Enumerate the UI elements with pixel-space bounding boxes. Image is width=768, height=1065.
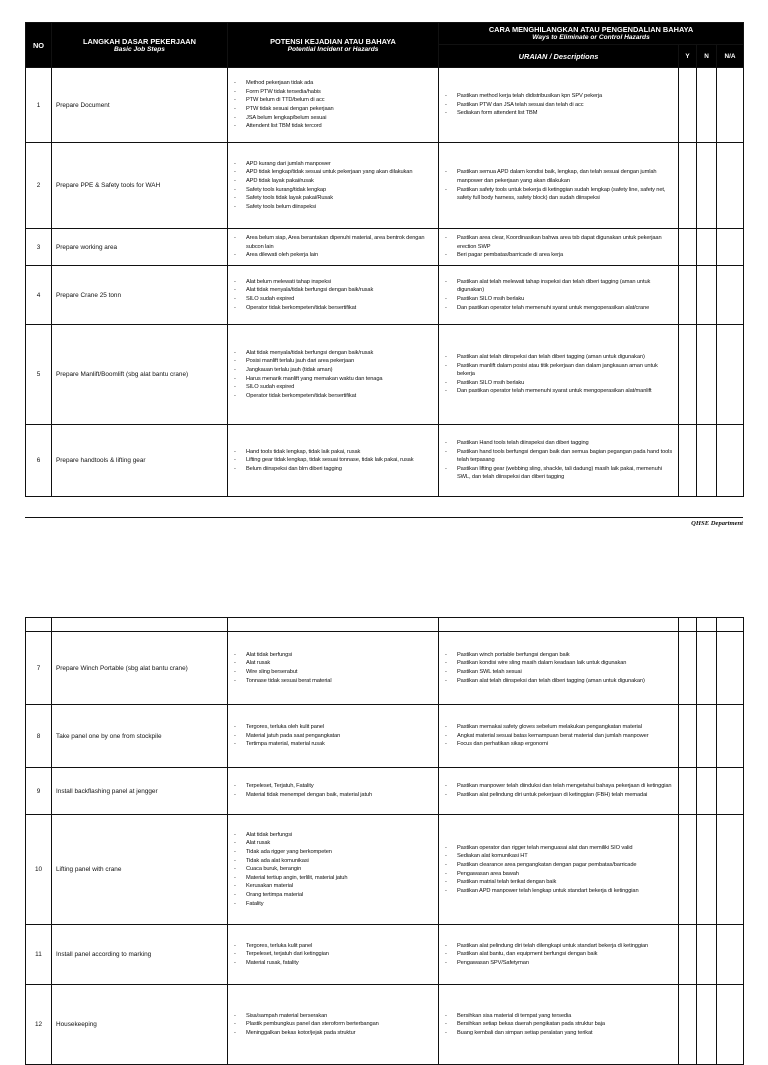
hazard-item: - Area belum siap, Area berantakan dipenuhi material, area bentrok dengan subcon lain [230,234,434,251]
hazard-items [230,79,434,131]
row-number: 4 [26,266,52,325]
header-uraian: URAIAN / Descriptions [439,45,679,68]
control-item: - Pastikan Hand tools telah diinspeksi dan diberi tagging [441,439,674,448]
check-n-cell[interactable] [697,229,717,266]
check-n-cell[interactable] [697,815,717,925]
control-item: - Pastikan APD manpower telah lengkap untuk standart bekerja di ketinggian [441,887,674,896]
check-na-cell[interactable] [717,632,744,705]
hazard-item: - Material tertiup angin, terlilit, material jatuh [230,874,434,883]
check-na-cell[interactable] [717,229,744,266]
row-number: 1 [26,68,52,143]
hazard-item: - Material jatuh pada saat pengangkatan [230,732,434,741]
hazard-item: - PTW tidak sesuai dengan pekerjaan [230,105,434,114]
control-list [439,425,679,497]
control-item: - Pastikan operator dan rigger telah menguasai alat dan memiliki SIO valid [441,844,674,853]
job-step: Install panel according to marking [52,925,228,985]
check-na-cell[interactable] [717,425,744,497]
control-list [439,925,679,985]
hazard-item: - Material tidak menempel dengan baik, material jatuh [230,791,434,800]
hazard-item: - Safety tools tidak layak pakai/Rusak [230,194,434,203]
control-item: - Pastikan manpower telah diinduksi dan telah mengetahui bahaya pekerjaan di ketinggian [441,782,674,791]
control-items [441,651,674,685]
control-item: - Sediakan alat komunikasi HT [441,852,674,861]
header-potential-title: POTENSI KEJADIAN ATAU BAHAYA [270,36,396,46]
control-item: - Pastikan kondisi wire sling masih dalam keadaan laik untuk digunakan [441,659,674,668]
footer-department: QHSE Department [691,520,743,527]
control-items [441,278,674,312]
hazard-item: - Alat rusak [230,659,434,668]
check-y-cell[interactable] [679,143,697,229]
hazard-item: - Wire sling berserabut [230,668,434,677]
control-item: - Pastikan alat telah diinspeksi dan telah diberi tagging (aman untuk digunakan) [441,677,674,686]
hazard-item: - Safety tools belum diinspeksi [230,203,434,212]
control-item: - Pastikan alat bantu, dan equipment berfungsi dengan baik [441,950,674,959]
row-number: 10 [26,815,52,925]
control-item: - Bersihkan setiap bekas daerah pengikatan pada struktur baja [441,1020,674,1029]
control-item: - Buang kembali dan simpan setiap peralatan yang terikat [441,1029,674,1038]
hazard-item: - Hand tools tidak lengkap, tidak laik pakai, rusak [230,448,434,457]
hazard-item: - Kerusakan material [230,882,434,891]
jsa-table [25,617,744,1065]
hazard-item: - Alat tidak menyala/tidak berfungsi dengan baik/rusak [230,349,434,358]
hazard-item: - PTW belum di TTD/belum di acc [230,96,434,105]
hazard-item: - Tergores, terluka oleh kulit panel [230,723,434,732]
hazard-list [228,229,439,266]
check-y-cell[interactable] [679,68,697,143]
footer-divider [25,517,743,518]
control-item: - Bersihkan sisa material di tempat yang tersedia [441,1012,674,1021]
control-item: - Angkat material sesuai batas kemampuan berat material dan jumlah manpower [441,732,674,741]
jsa-table-page-1 [25,22,743,497]
hazard-item: - APD kurang dari jumlah manpower [230,160,434,169]
control-list [439,985,679,1065]
blank-header-row [26,618,744,632]
table-row [26,143,744,229]
check-na-cell[interactable] [717,925,744,985]
hazard-item: - APD tidak layak pakai/rusak [230,177,434,186]
control-items [441,168,674,202]
control-item: - Dan pastikan operator telah memenuhi syarat untuk mengoperasikan alat/crane [441,304,674,313]
hazard-item: - Alat rusak [230,839,434,848]
job-step: Housekeeping [52,985,228,1065]
job-step: Take panel one by one from stockpile [52,705,228,768]
hazard-items [230,782,434,799]
control-items [441,92,674,118]
header-potential-hazards [228,23,439,68]
control-item: - Pastikan hand tools berfungsi dengan baik dan semua bagian pegangan pada hand tools telah terpasang [441,448,674,465]
control-items [441,234,674,260]
header-na: N/A [717,45,744,68]
table-row [26,925,744,985]
check-y-cell[interactable] [679,229,697,266]
control-item: - Pengawasan area bawah [441,870,674,879]
job-step: Prepare Crane 25 tonn [52,266,228,325]
hazard-item: - Method pekerjaan tidak ada [230,79,434,88]
header-potential-subtitle: Potential Incident or Hazards [287,45,379,53]
hazard-item: - Alat tidak menyala/tidak berfungsi dengan baik/rusak [230,286,434,295]
hazard-item: - Lifting gear tidak lengkap, tidak sesuai tonnase, tidak laik pakai, rusak [230,456,434,465]
check-y-cell[interactable] [679,768,697,815]
check-na-cell[interactable] [717,985,744,1065]
row-number: 2 [26,143,52,229]
hazard-item: - Jangkauan terlalu jauh (tidak aman) [230,366,434,375]
control-item: - Pengawasan SPV/Safetyman [441,959,674,968]
hazard-list [228,425,439,497]
control-list [439,68,679,143]
row-number: 7 [26,632,52,705]
hazard-item: - Safety tools kurang/tidak lengkap [230,186,434,195]
hazard-items [230,160,434,212]
control-item: - Sediakan form attendent list TBM [441,109,674,118]
hazard-item: - SILO sudah expired [230,295,434,304]
control-item: - Beri pagar pembatas/barricade di area kerja [441,251,674,260]
jsa-table-page-2 [25,617,743,1065]
check-n-cell[interactable] [697,632,717,705]
control-list [439,143,679,229]
control-items [441,1012,674,1038]
row-number: 5 [26,325,52,425]
header-y: Y [679,45,697,68]
hazard-item: - Attendent list TBM tidak tercord [230,122,434,131]
hazard-item: - Sisa/sampah material berserakan [230,1012,434,1021]
hazard-item: - Operator tidak berkompeten/tidak bersertifikat [230,304,434,313]
table-row [26,425,744,497]
control-item: - Pastikan area clear, Koordinasikan bahwa area tsb dapat digunakan untuk pekerjaan erection SWP [441,234,674,251]
control-item: - Pastikan SILO msih berlaku [441,379,674,388]
control-item: - Pastikan winch portable berfungsi dengan baik [441,651,674,660]
hazard-list [228,266,439,325]
control-items [441,942,674,968]
header-basic-job-steps [52,23,228,68]
hazard-item: - Area dilewati oleh pekerja lain [230,251,434,260]
control-items [441,844,674,896]
check-n-cell[interactable] [697,985,717,1065]
hazard-item: - Terpeleset, Terjatuh, Fatality [230,782,434,791]
hazard-item: - Tidak ada rigger yang berkompeten [230,848,434,857]
check-y-cell[interactable] [679,985,697,1065]
hazard-item: - Tonnase tidak sesuai berat material [230,677,434,686]
control-item: - Pastikan alat pelindung diri telah dilengkapi untuk standart bekerja di ketinggian [441,942,674,951]
control-item: - Pastikan PTW dan JSA telah sesuai dan telah di acc [441,101,674,110]
check-na-cell[interactable] [717,768,744,815]
control-list [439,705,679,768]
hazard-list [228,815,439,925]
hazard-items [230,651,434,685]
check-na-cell[interactable] [717,325,744,425]
hazard-list [228,985,439,1065]
control-item: - Pastikan safety tools untuk bekerja di ketinggian sudah lengkap (safety line, safety net, safety full body harness, safety block) dan sudah diinspeksi [441,186,674,203]
check-n-cell[interactable] [697,68,717,143]
control-list [439,768,679,815]
hazard-item: - Tergores, terluka kulit panel [230,942,434,951]
control-item: - Pastikan SWL telah sesuai [441,668,674,677]
hazard-items [230,448,434,474]
row-number: 8 [26,705,52,768]
hazard-item: - Plastik pembungkus panel dan steroform berterbangan [230,1020,434,1029]
check-y-cell[interactable] [679,925,697,985]
job-step: Prepare Winch Portable (sbg alat bantu crane) [52,632,228,705]
hazard-items [230,1012,434,1038]
row-number: 12 [26,985,52,1065]
hazard-item: - Fatality [230,900,434,909]
table-row [26,768,744,815]
hazard-list [228,632,439,705]
control-item: - Dan pastikan operator telah memenuhi syarat untuk mengoperasikan alat/manlift [441,387,674,396]
control-item: - Pastikan lifting gear (webbing sling, shackle, tali dadung) masih laik pakai, memenuhi SWL, dan telah diinspeksi dan diberi tagging [441,465,674,482]
check-y-cell[interactable] [679,266,697,325]
job-step: Prepare PPE & Safety tools for WAH [52,143,228,229]
check-na-cell[interactable] [717,68,744,143]
hazard-item: - Terpeleset, terjatuh dari ketinggian [230,950,434,959]
row-number: 11 [26,925,52,985]
hazard-item: - APD tidak lengkap/tidak sesuai untuk pekerjaan yang akan dilakukan [230,168,434,177]
header-steps-title: LANGKAH DASAR PEKERJAAN [83,36,196,46]
jsa-table [25,22,744,497]
header-control-hazards [439,23,744,45]
hazard-list [228,68,439,143]
header-no: NO [26,23,52,68]
table-row [26,705,744,768]
job-step: Prepare Document [52,68,228,143]
hazard-item: - Posisi manlift terlalu jauh dari area pekerjaan [230,357,434,366]
check-y-cell[interactable] [679,425,697,497]
control-item: - Pastikan SILO msih berlaku [441,295,674,304]
control-item: - Pastikan semua APD dalam kondisi baik, lengkap, dan telah sesuai dengan jumlah manpower dan pekerjaan yang akan dilakukan [441,168,674,185]
hazard-item: - Belum diinspeksi dan blm diberi tagging [230,465,434,474]
check-na-cell[interactable] [717,143,744,229]
header-control-title: CARA MENGHILANGKAN ATAU PENGENDALIAN BAHAYA [488,25,694,34]
hazard-item: - Cuaca buruk, berangin [230,865,434,874]
check-y-cell[interactable] [679,705,697,768]
row-number: 3 [26,229,52,266]
table-row [26,325,744,425]
hazard-item: - Material rusak, fatality [230,959,434,968]
row-number: 9 [26,768,52,815]
control-items [441,439,674,482]
table-row [26,815,744,925]
check-n-cell[interactable] [697,325,717,425]
control-item: - Pastikan clearance area pengangkatan dengan pagar pembatas/barricade [441,861,674,870]
check-n-cell[interactable] [697,143,717,229]
check-na-cell[interactable] [717,705,744,768]
hazard-item: - JSA belum lengkap/belum sesuai [230,114,434,123]
hazard-item: - Meninggalkan bekas kotor/jejak pada struktur [230,1029,434,1038]
control-list [439,815,679,925]
hazard-items [230,942,434,968]
hazard-list [228,705,439,768]
hazard-items [230,349,434,401]
row-number: 6 [26,425,52,497]
control-item: - Pastikan manlift dalam posisi atau titik pekerjaan dan dalam jangkauan aman untuk bekerja [441,362,674,379]
hazard-items [230,723,434,749]
hazard-list [228,325,439,425]
hazard-item: - Harus menarik manlift yang memakan waktu dan tenaga [230,375,434,384]
check-na-cell[interactable] [717,815,744,925]
hazard-item: - Tidak ada alat komunikasi [230,857,434,866]
control-items [441,782,674,799]
check-n-cell[interactable] [697,925,717,985]
control-items [441,723,674,749]
hazard-item: - Alat tidak berfungsi [230,651,434,660]
control-item: - Pastikan method kerja telah didistribusikan kpn SPV pekerja [441,92,674,101]
hazard-items [230,831,434,908]
table-row [26,266,744,325]
control-list [439,229,679,266]
header-steps-subtitle: Basic Job Steps [114,45,165,53]
table-row [26,229,744,266]
hazard-item: - Tertimpa material, material rusak [230,740,434,749]
hazard-items [230,278,434,312]
hazard-list [228,925,439,985]
hazard-item: - Form PTW tidak tersedia/habis [230,88,434,97]
check-y-cell[interactable] [679,632,697,705]
check-n-cell[interactable] [697,705,717,768]
header-control-subtitle: Ways to Eliminate or Control Hazards [532,34,650,41]
check-n-cell[interactable] [697,425,717,497]
hazard-list [228,143,439,229]
control-list [439,266,679,325]
job-step: Install backflashing panel at jengger [52,768,228,815]
control-list [439,325,679,425]
control-item: - Focus dan perhatikan sikap ergonomi [441,740,674,749]
job-step: Prepare handtools & lifting gear [52,425,228,497]
header-n: N [697,45,717,68]
hazard-item: - Alat tidak berfungsi [230,831,434,840]
hazard-item: - Orang tertimpa material [230,891,434,900]
job-step: Prepare Manlift/Boomlift (sbg alat bantu crane) [52,325,228,425]
check-y-cell[interactable] [679,325,697,425]
check-n-cell[interactable] [697,266,717,325]
check-y-cell[interactable] [679,815,697,925]
control-list [439,632,679,705]
check-n-cell[interactable] [697,768,717,815]
table-row [26,68,744,143]
check-na-cell[interactable] [717,266,744,325]
hazard-item: - Alat belum melewati tahap inspeksi [230,278,434,287]
control-item: - Pastikan matrial telah terikat dengan baik [441,878,674,887]
job-step: Prepare working area [52,229,228,266]
control-item: - Pastikan alat telah diinspeksi dan telah diberi tagging (aman untuk digunakan) [441,353,674,362]
table-row [26,632,744,705]
control-item: - Pastikan alat pelindung diri untuk pekerjaan di ketinggian (FBH) telah memadai [441,791,674,800]
control-items [441,353,674,396]
hazard-item: - Operator tidak berkompeten/tidak bersertifikat [230,392,434,401]
table-row [26,985,744,1065]
job-step: Lifting panel with crane [52,815,228,925]
control-item: - Pastikan memakai safety gloves sebelum melakukan pengangkatan material [441,723,674,732]
hazard-list [228,768,439,815]
hazard-item: - SILO sudah expired [230,383,434,392]
hazard-items [230,234,434,260]
control-item: - Pastikan alat telah melewati tahap inspeksi dan telah diberi tagging (aman untuk digunakan) [441,278,674,295]
